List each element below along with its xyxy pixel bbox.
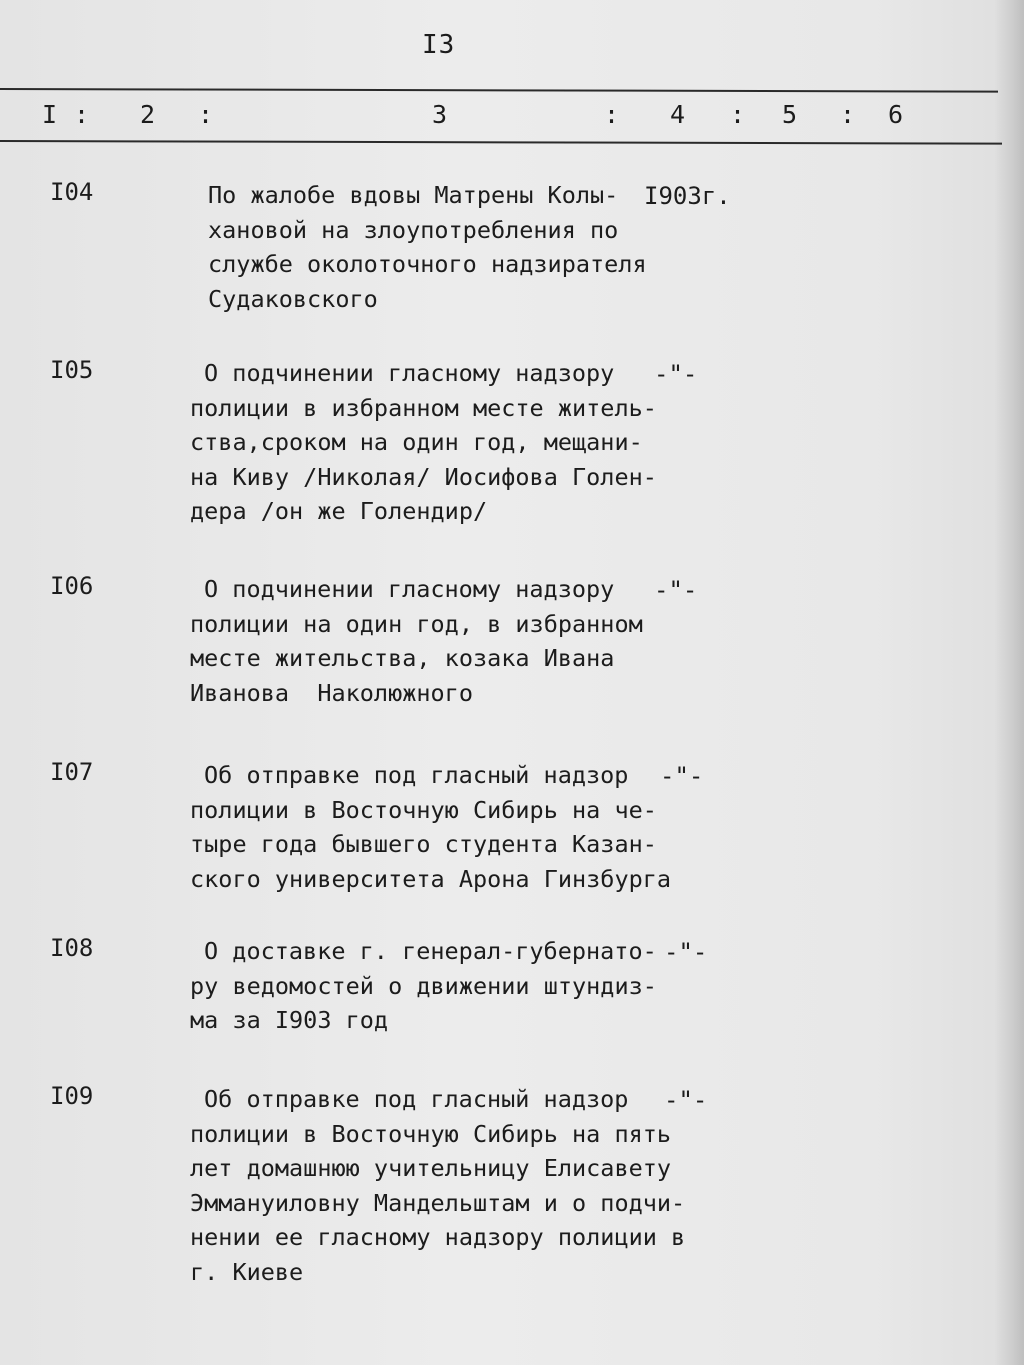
- entry-number: I04: [50, 178, 94, 206]
- entry-description: [190, 572, 670, 710]
- entry-ditto-mark: -"-: [654, 360, 698, 388]
- entry-description: [190, 1082, 686, 1289]
- column-header-1: I: [42, 100, 58, 129]
- header-bottom-rule: [0, 140, 1002, 145]
- entry-number: I06: [50, 572, 94, 600]
- description-line: О доставке г. генерал-губернато-: [204, 937, 657, 965]
- description-line: полиции в избранном месте житель-: [190, 393, 657, 422]
- column-separator: :: [198, 100, 214, 129]
- description-line: службе околоточного надзирателя: [208, 250, 647, 278]
- column-separator: :: [730, 100, 746, 129]
- description-line: лет домашнюю учительницу Елисавету: [190, 1154, 672, 1182]
- entry-number: I08: [50, 934, 94, 962]
- column-header-2: 2: [140, 100, 156, 129]
- entry-number: I09: [50, 1082, 94, 1110]
- description-line: ру ведомостей о движении штундиз-: [190, 971, 657, 1000]
- entry-ditto-mark: -"-: [664, 938, 708, 966]
- description-line: Судаковского: [208, 284, 378, 313]
- description-line: месте жительства, козака Ивана: [190, 644, 615, 672]
- description-line: полиции на один год, в избранном: [190, 609, 643, 638]
- description-line: на Киву /Николая/ Иосифова Голен-: [190, 462, 657, 491]
- description-line: полиции в Восточную Сибирь на пять: [190, 1119, 672, 1148]
- description-line: нении ее гласному надзору полиции в: [190, 1223, 686, 1251]
- entry-number: I07: [50, 758, 94, 786]
- entry-description: [208, 178, 688, 316]
- description-line: ства,сроком на один год, мещани-: [190, 428, 643, 456]
- column-header-4: 4: [670, 100, 686, 129]
- page-number: I3: [422, 30, 456, 60]
- description-line: О подчинении гласному надзору: [204, 359, 615, 387]
- description-line: По жалобе вдовы Матрены Колы-: [208, 181, 619, 209]
- entry-ditto-mark: -"-: [654, 576, 698, 604]
- entry-date: I903г.: [644, 182, 731, 210]
- entry-number: I05: [50, 356, 94, 384]
- entry-description: [190, 356, 670, 529]
- description-line: тыре года бывшего студента Казан-: [190, 830, 657, 858]
- column-header-5: 5: [782, 100, 798, 129]
- column-header-row: [0, 100, 1000, 132]
- page-edge-shadow: [994, 0, 1024, 1365]
- description-line: Иванова Наколюжного: [190, 678, 473, 707]
- description-line: О подчинении гласному надзору: [204, 575, 615, 603]
- entry-description: [190, 934, 670, 1038]
- column-header-3: 3: [432, 100, 448, 129]
- description-line: ма за I903 год: [190, 1006, 389, 1034]
- description-line: хановой на злоупотребления по: [208, 215, 619, 244]
- description-line: Об отправке под гласный надзор: [204, 761, 629, 789]
- description-line: Об отправке под гласный надзор: [204, 1085, 629, 1113]
- description-line: ского университета Арона Гинзбурга: [190, 864, 672, 893]
- entry-ditto-mark: -"-: [660, 762, 704, 790]
- column-header-6: 6: [888, 100, 904, 129]
- column-separator: :: [74, 100, 90, 129]
- header-top-rule: [0, 88, 998, 93]
- description-line: полиции в Восточную Сибирь на че-: [190, 795, 657, 824]
- column-separator: :: [840, 100, 856, 129]
- entry-ditto-mark: -"-: [664, 1086, 708, 1114]
- description-line: г. Киеве: [190, 1257, 304, 1286]
- description-line: дера /он же Голендир/: [190, 497, 488, 525]
- column-separator: :: [604, 100, 620, 129]
- entry-description: [190, 758, 670, 896]
- description-line: Эммануиловну Мандельштам и о подчи-: [190, 1188, 686, 1217]
